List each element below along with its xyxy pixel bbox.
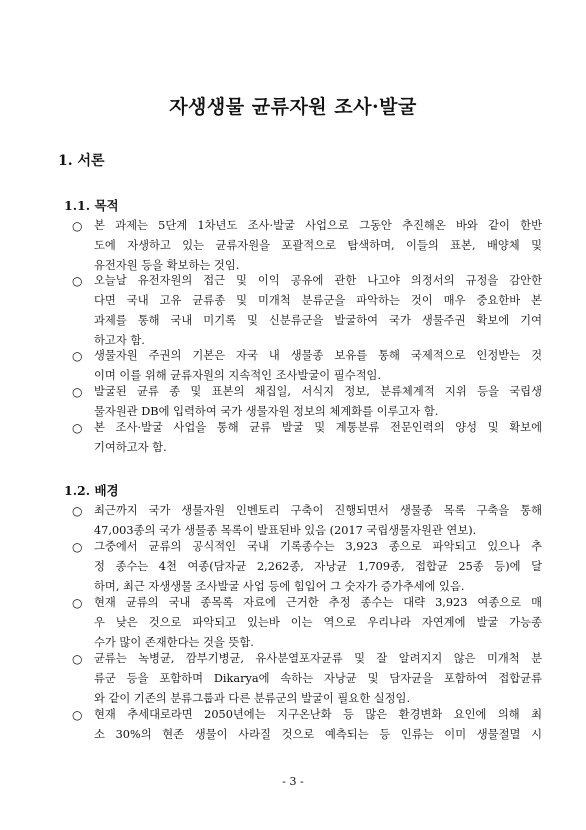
paragraph-line: 유전자원 등을 확보하는 것임. (94, 259, 240, 272)
bullet-marker: ○ (72, 274, 83, 288)
paragraph-line: 도에 자생하고 있는 균류자원을 포괄적으로 탐색하며, 이들의 표본, 배양체 및 (94, 239, 542, 252)
section-heading-introduction: 1. 서론 (58, 153, 105, 169)
paragraph-line: 물자원관 DB에 입력하여 국가 생물자원 정보의 체계화를 이루고자 함. (94, 405, 439, 418)
bullet-marker: ○ (72, 540, 83, 554)
paragraph-line: 현재 균류의 국내 종목록 자료에 근거한 추정 종수는 대략 3,923 여종으로 매 (94, 596, 542, 609)
subsection-heading-background: 1.2. 배경 (64, 483, 119, 498)
bullet-marker: ○ (72, 385, 83, 399)
bullet-marker: ○ (72, 349, 83, 363)
bullet-marker: ○ (72, 421, 83, 435)
paragraph-line: 이며 이를 위해 균류자원의 지속적인 조사발굴이 필수적임. (94, 369, 382, 382)
paragraph-line: 과제를 통해 국내 미기록 및 신분류군을 발굴하여 국가 생물주권 확보에 기여 (94, 314, 542, 327)
paragraph-line: 기여하고자 함. (94, 441, 167, 454)
bullet-marker: ○ (72, 596, 83, 610)
paragraph-line: 최근까지 국가 생물자원 인벤토리 구축이 진행되면서 생물종 목록 구축을 통해 (94, 504, 542, 517)
bullet-marker: ○ (72, 708, 83, 722)
paragraph-line: 오늘날 유전자원의 접근 및 이익 공유에 관한 나고야 의정서의 규정을 감안한 (94, 274, 542, 287)
paragraph-line: 와 같이 기존의 분류그룹과 다른 분류군의 발굴이 필요한 실정임. (94, 692, 411, 705)
paragraph-line: 생물자원 주권의 기본은 자국 내 생물종 보유를 통해 국제적으로 인정받는 것 (94, 349, 542, 362)
paragraph-line: 류군 등을 포함하며 Dikarya에 속하는 자낭균 및 담자균을 포함하여 접합균류 (94, 672, 542, 685)
bullet-marker: ○ (72, 219, 83, 233)
page-number: - 3 - (282, 775, 304, 788)
paragraph-line: 수가 많이 존재한다는 것을 뜻함. (94, 636, 254, 649)
paragraph-line: 다면 국내 고유 균류종 및 미개척 분류군을 파악하는 것이 매우 중요한바 본 (94, 294, 542, 307)
subsection-heading-purpose: 1.1. 목적 (64, 198, 119, 213)
paragraph-line: 본 조사·발굴 사업을 통해 균류 발굴 및 계통분류 전문인력의 양성 및 확보에 (94, 421, 542, 434)
paragraph-line: 본 과제는 5단계 1차년도 조사·발굴 사업으로 그동안 추진해온 바와 같이 한반 (94, 219, 542, 232)
bullet-marker: ○ (72, 652, 83, 666)
bullet-marker: ○ (72, 504, 83, 518)
document-title: 자생생물 균류자원 조사·발굴 (169, 96, 417, 118)
paragraph-line: 정 종수는 4천 여종(담자균 2,262종, 자낭균 1,709종, 접합균 25종 등)에 달 (94, 560, 542, 573)
paragraph-line: 하고자 함. (94, 334, 145, 347)
paragraph-line: 47,003종의 국가 생물종 목록이 발표된바 있음 (2017 국립생물자원관 연보). (94, 524, 477, 537)
paragraph-line: 우 낮은 것으로 파악되고 있는바 이는 역으로 우리나라 자연계에 발굴 가능종 (94, 616, 542, 629)
paragraph-line: 균류는 녹병균, 깜부기병균, 유사분열포자균류 및 잘 알려지지 않은 미개척 분 (94, 652, 542, 665)
paragraph-line: 그중에서 균류의 공식적인 국내 기록종수는 3,923 종으로 파악되고 있으나 추 (94, 540, 542, 553)
paragraph-line: 소 30%의 현존 생물이 사라질 것으로 예측되는 등 인류는 이미 생물절멸 시 (94, 728, 542, 741)
paragraph-line: 발굴된 균류 종 및 표본의 채집일, 서식지 정보, 분류체계적 지위 등을 국립생 (94, 385, 542, 398)
paragraph-line: 현재 추세대로라면 2050년에는 지구온난화 등 많은 환경변화 요인에 의해 최 (94, 708, 542, 721)
paragraph-line: 하며, 최근 자생생물 조사발굴 사업 등에 힘입어 그 숫자가 증가추세에 있음. (94, 580, 465, 593)
